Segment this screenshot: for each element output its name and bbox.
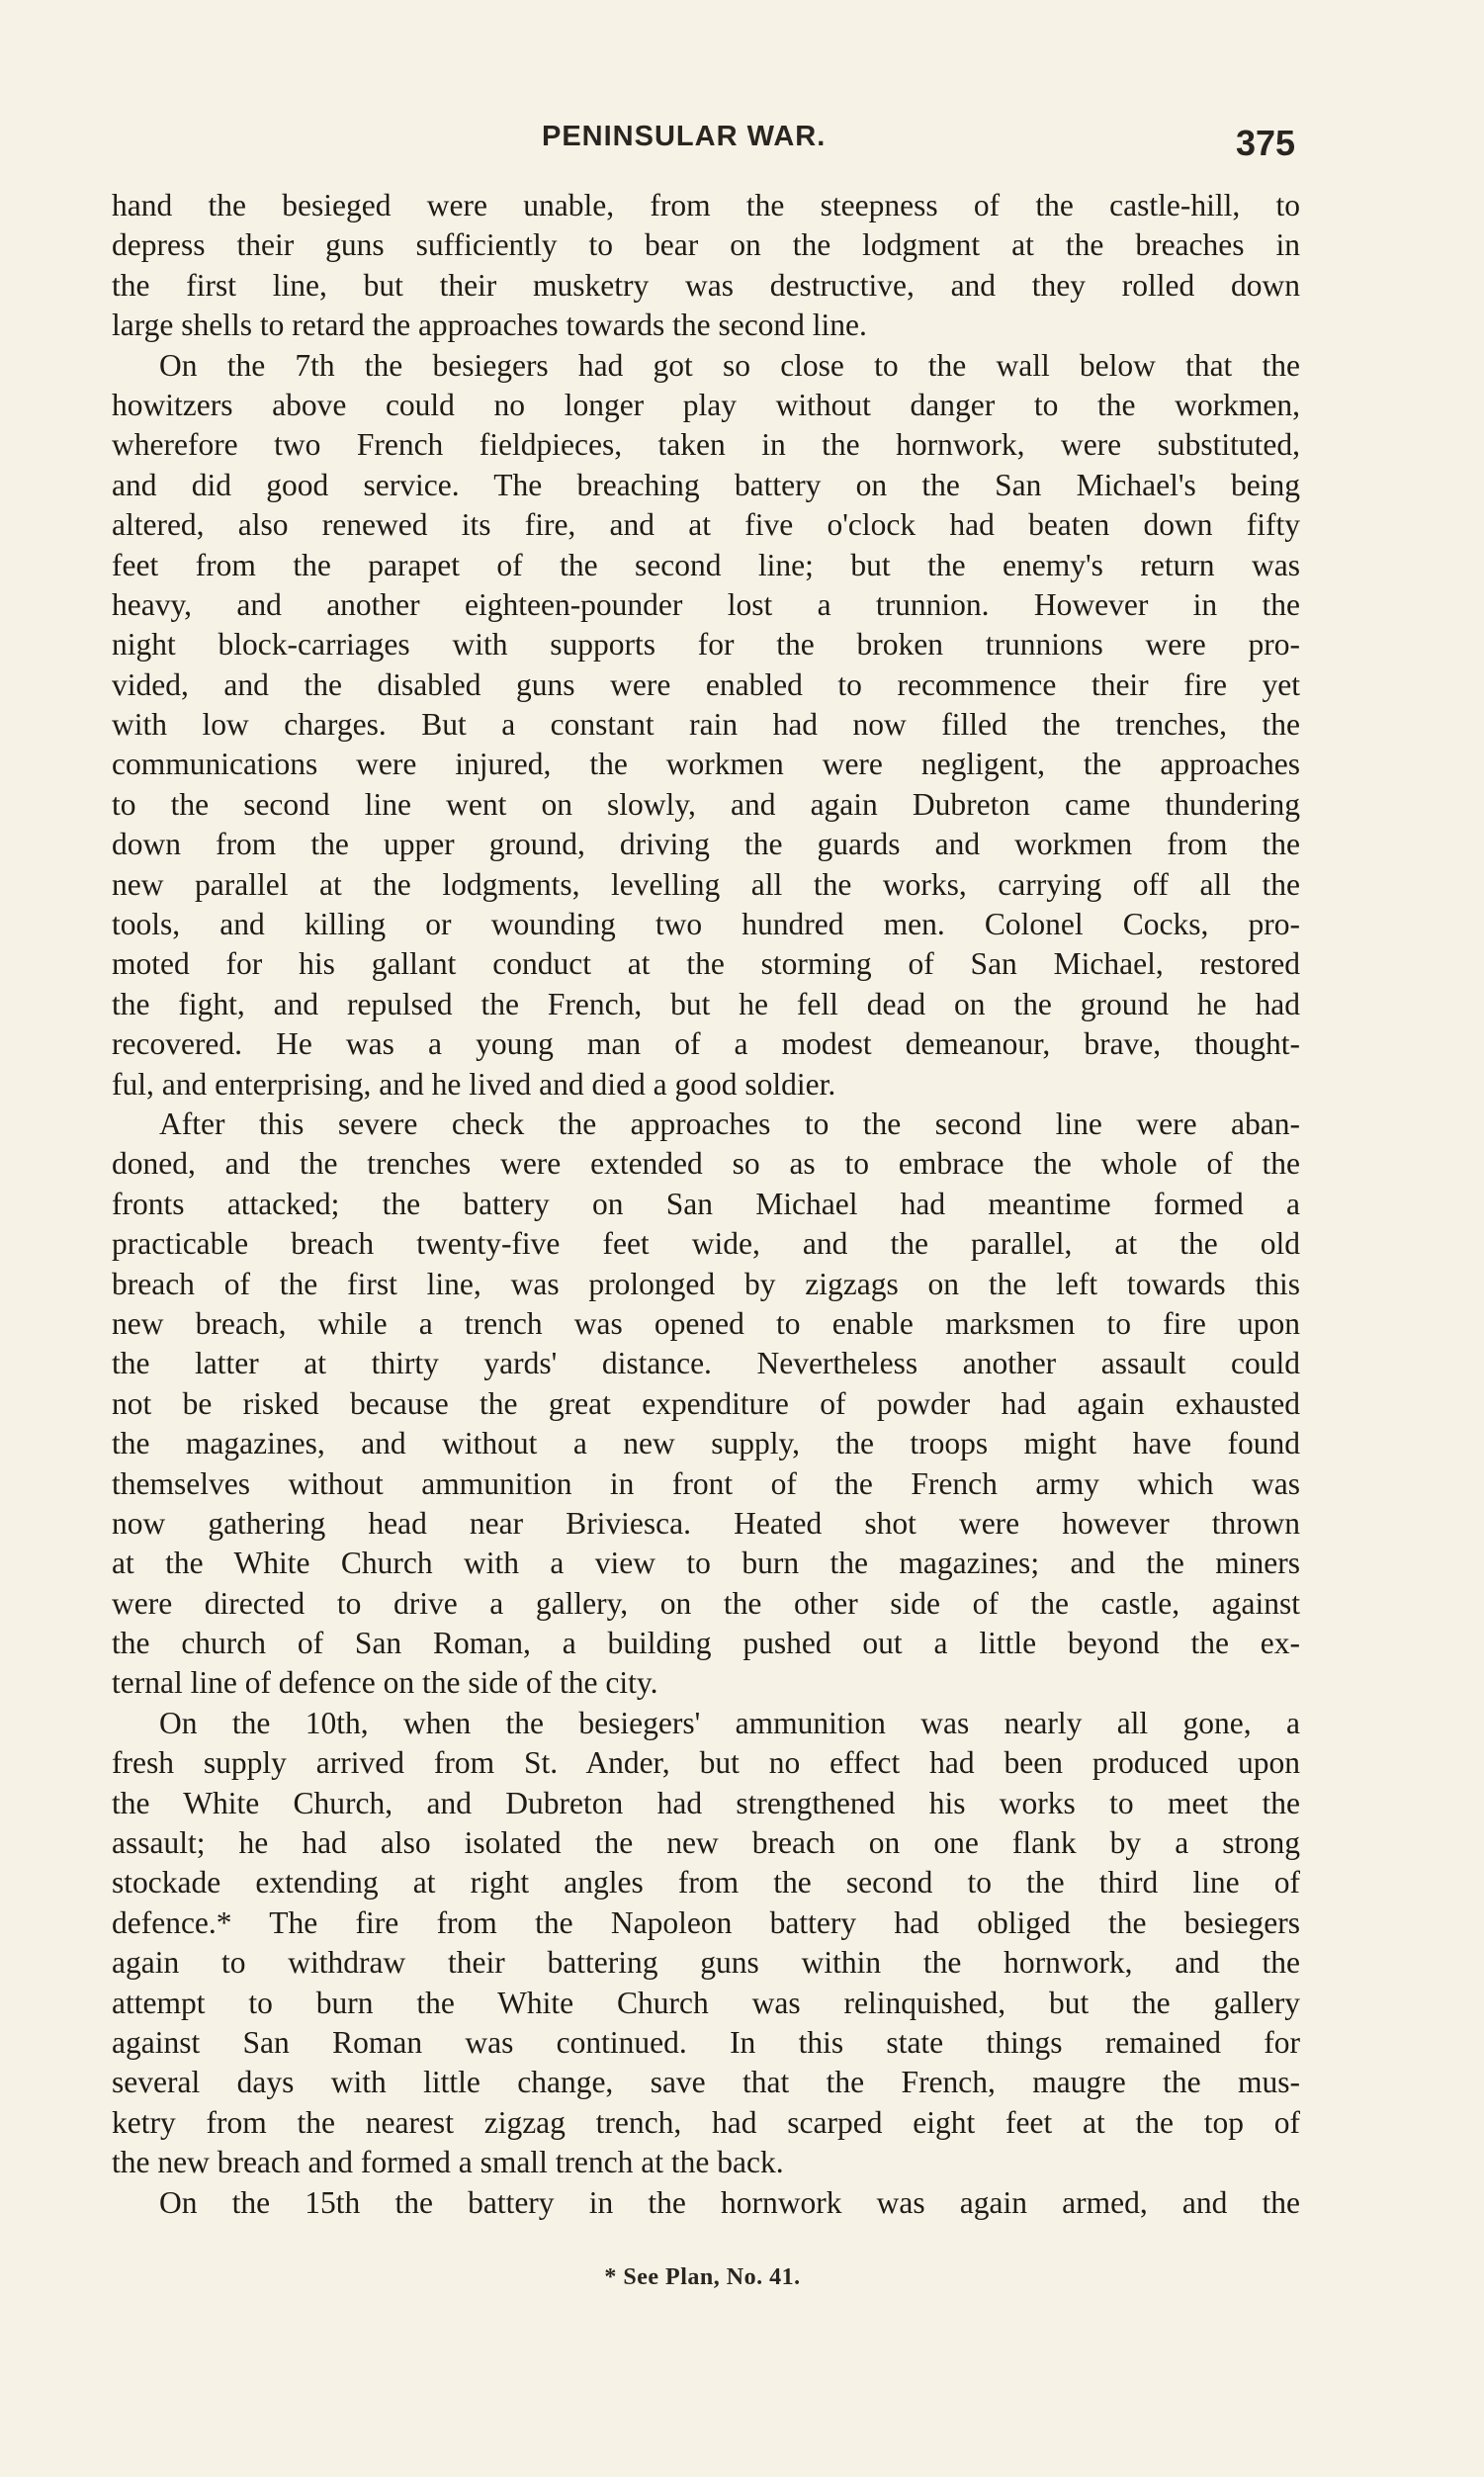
text-line: the first line, but their musketry was destructive, and they rolled down [112,267,1300,303]
running-title: PENINSULAR WAR. [542,121,827,152]
text-line: not be risked because the great expenditure of powder had again exhausted [112,1385,1300,1421]
text-line: several days with little change, save that the French, maugre the mus- [112,2065,1300,2100]
text-line: to the second line went on slowly, and again Dubreton came thundering [112,786,1300,822]
text-line: hand the besieged were unable, from the steepness of the castle-hill, to [112,188,1300,222]
text-line: feet from the parapet of the second line; but the enemy's return was [112,547,1300,582]
text-line: the church of San Roman, a building pushed out a little beyond the ex- [112,1626,1300,1661]
text-line: On the 7th the besiegers had got so close to the wall below that the [159,347,1300,383]
page-number: 375 [1236,123,1296,163]
text-line: communications were injured, the workmen were negligent, the approaches [112,747,1300,782]
text-line: fronts attacked; the battery on San Michael had meantime formed a [112,1186,1300,1221]
text-line: practicable breach twenty-five feet wide, and the parallel, at the old [112,1226,1300,1262]
text-line: wherefore two French fieldpieces, taken in the hornwork, were substituted, [112,427,1300,463]
text-line: recovered. He was a young man of a modest demeanour, brave, thought- [112,1026,1300,1062]
text-line: On the 15th the battery in the hornwork was again armed, and the [159,2184,1300,2220]
text-line: ful, and enterprising, and he lived and died a good soldier. [112,1066,836,1102]
text-line: tools, and killing or wounding two hundred men. Colonel Cocks, pro- [112,907,1300,942]
text-line: the White Church, and Dubreton had strengthened his works to meet the [112,1785,1300,1820]
body-text [112,186,1300,2223]
text-line: the latter at thirty yards' distance. Nevertheless another assault could [112,1346,1300,1381]
text-line: now gathering head near Briviesca. Heated shot were however thrown [112,1505,1300,1541]
footnote-text: * See Plan, No. 41. [604,2264,801,2290]
text-line: themselves without ammunition in front of the French army which was [112,1465,1300,1501]
text-line: and did good service. The breaching battery on the San Michael's being [112,467,1300,502]
text-line: again to withdraw their battering guns within the hornwork, and the [112,1945,1300,1981]
text-line: vided, and the disabled guns were enabled to recommence their fire yet [112,666,1300,702]
text-line: assault; he had also isolated the new breach on one flank by a strong [112,1825,1300,1861]
footnote [0,2264,1484,2291]
text-line: attempt to burn the White Church was relinquished, but the gallery [112,1985,1300,2020]
text-line: fresh supply arrived from St. Ander, but no effect had been produced upon [112,1745,1300,1781]
text-line: stockade extending at right angles from the second to the third line of [112,1865,1300,1901]
text-line: were directed to drive a gallery, on the other side of the castle, against [112,1585,1300,1621]
text-line: against San Roman was continued. In this state things remained for [112,2024,1300,2060]
text-line: large shells to retard the approaches towards the second line. [112,308,867,343]
text-line: On the 10th, when the besiegers' ammunition was nearly all gone, a [159,1705,1300,1740]
text-line: heavy, and another eighteen-pounder lost a trunnion. However in the [112,586,1300,622]
text-line: depress their guns sufficiently to bear on the lodgment at the breaches in [112,227,1300,263]
text-line: altered, also renewed its fire, and at five o'clock had beaten down fifty [112,507,1300,543]
text-line: at the White Church with a view to burn the magazines; and the miners [112,1546,1300,1581]
text-line: ketry from the nearest zigzag trench, had scarped eight feet at the top of [112,2104,1300,2140]
text-line: After this severe check the approaches to the second line were aban- [159,1106,1300,1141]
text-line: new breach, while a trench was opened to enable marksmen to fire upon [112,1305,1300,1341]
text-line: defence.* The fire from the Napoleon battery had obliged the besiegers [112,1904,1300,1940]
text-line: with low charges. But a constant rain had now filled the trenches, the [112,707,1300,743]
text-line: the fight, and repulsed the French, but he fell dead on the ground he had [112,986,1300,1021]
text-line: doned, and the trenches were extended so as to embrace the whole of the [112,1146,1300,1182]
text-line: ternal line of defence on the side of the city. [112,1665,658,1701]
running-head [0,121,1484,168]
text-line: the new breach and formed a small trench at the back. [112,2145,784,2180]
text-line: breach of the first line, was prolonged by zigzags on the left towards this [112,1266,1300,1301]
text-line: night block-carriages with supports for the broken trunnions were pro- [112,627,1300,663]
text-line: moted for his gallant conduct at the storming of San Michael, restored [112,946,1300,982]
text-line: down from the upper ground, driving the guards and workmen from the [112,827,1300,862]
text-line: howitzers above could no longer play without danger to the workmen, [112,387,1300,422]
text-line: the magazines, and without a new supply, the troops might have found [112,1426,1300,1461]
text-line: new parallel at the lodgments, levelling all the works, carrying off all the [112,866,1300,902]
